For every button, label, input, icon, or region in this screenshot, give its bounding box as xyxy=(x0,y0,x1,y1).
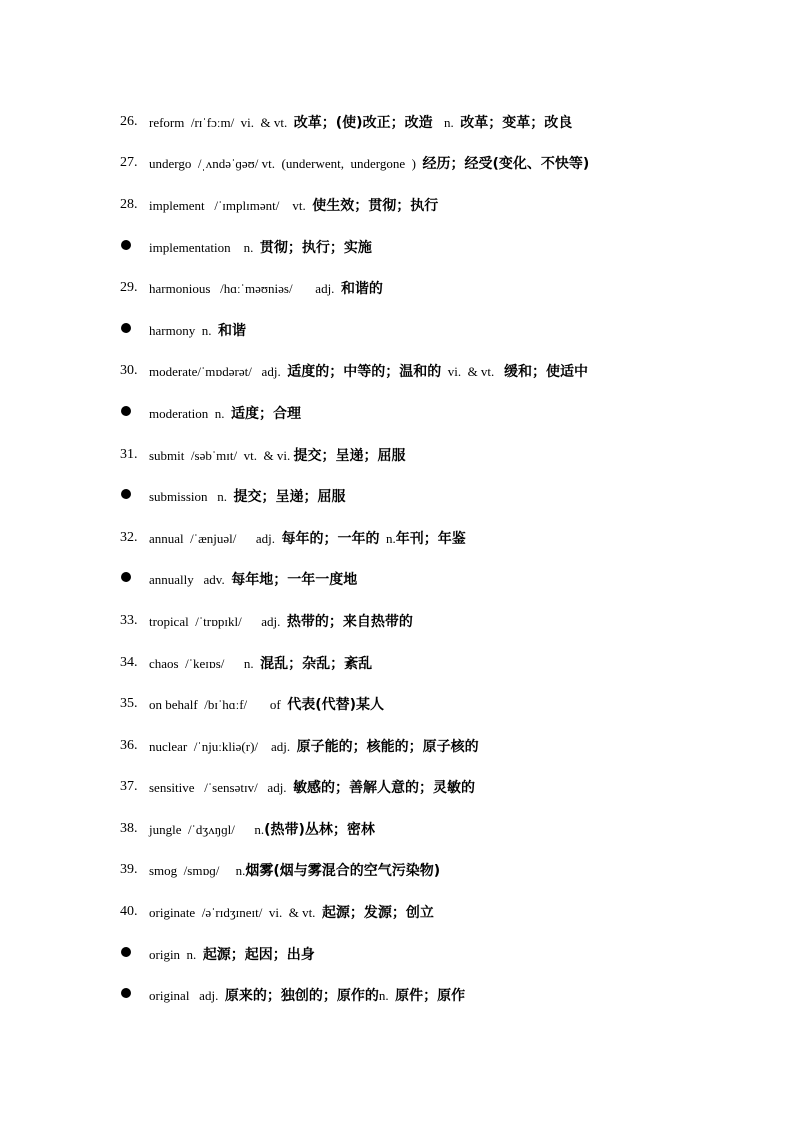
entry-text xyxy=(149,777,475,797)
chinese-definition: 原来的；独创的；原作的 xyxy=(224,988,379,1005)
entry-text xyxy=(149,153,589,173)
bullet-icon xyxy=(120,946,149,962)
vocab-entry xyxy=(120,267,780,309)
english-term: sensitive /ˈsensətɪv/ adj. xyxy=(149,780,294,796)
entry-text xyxy=(149,985,465,1005)
english-term: reform /rɪˈfɔːm/ vi. & vt. xyxy=(149,114,294,130)
english-term: chaos /ˈkeɪɒs/ n. xyxy=(149,655,261,671)
entry-text xyxy=(149,611,413,631)
chinese-definition: 起源；发源；创立 xyxy=(321,905,434,922)
entry-number: 36. xyxy=(120,737,138,753)
english-term: on behalf /bɪˈhɑːf/ of xyxy=(149,697,288,713)
entry-number: 35. xyxy=(120,696,138,712)
vocab-entry xyxy=(120,184,780,226)
vocab-entry xyxy=(120,725,780,767)
entry-text xyxy=(149,112,572,132)
entry-text xyxy=(149,361,588,381)
bullet-icon xyxy=(120,405,149,421)
entry-text xyxy=(149,528,466,548)
bullet-icon xyxy=(120,571,149,587)
english-term: moderation n. xyxy=(149,405,231,421)
entry-text xyxy=(149,486,346,506)
english-term: harmony n. xyxy=(149,322,218,338)
vocab-entry xyxy=(120,309,780,351)
bullet-dot-icon xyxy=(121,240,131,250)
vocab-entry xyxy=(120,101,780,143)
bullet-icon xyxy=(120,488,149,504)
entry-text xyxy=(149,694,384,714)
entry-number: 27. xyxy=(120,155,138,171)
english-term: submission n. xyxy=(149,489,234,505)
vocab-entry xyxy=(120,850,780,892)
chinese-definition: 适度；合理 xyxy=(230,405,301,422)
chinese-definition: 起源；起因；出身 xyxy=(202,946,315,963)
chinese-definition: 贯彻；执行；实施 xyxy=(259,239,372,256)
vocab-entry xyxy=(120,434,780,476)
english-term: harmonious /hɑːˈməʊniəs/ adj. xyxy=(149,281,341,297)
english-term: n. xyxy=(379,530,396,546)
chinese-definition: 缓和；使适中 xyxy=(504,364,589,381)
english-term: annually adv. xyxy=(149,572,232,588)
chinese-definition: 改革；(使)改正；改造 xyxy=(293,114,438,131)
vocab-entry xyxy=(120,143,780,185)
vocab-entry xyxy=(120,767,780,809)
entry-text xyxy=(149,902,434,922)
vocab-entry xyxy=(120,559,780,601)
entry-number: 34. xyxy=(120,654,138,670)
entry-number: 39. xyxy=(120,862,138,878)
english-term: jungle /ˈdʒʌŋɡl/ n. xyxy=(149,821,265,837)
chinese-definition: 烟雾(烟与雾混合的空气污染物) xyxy=(245,863,441,880)
chinese-definition: 热带的；来自热带的 xyxy=(286,613,413,630)
chinese-definition: 提交；呈递；屈服 xyxy=(233,489,346,506)
entry-text xyxy=(149,944,315,964)
bullet-dot-icon xyxy=(121,947,131,957)
vocab-entry xyxy=(120,808,780,850)
bullet-dot-icon xyxy=(121,988,131,998)
vocab-entry xyxy=(120,226,780,268)
vocab-entry xyxy=(120,517,780,559)
vocab-entry xyxy=(120,891,780,933)
chinese-definition: 使生效；贯彻；执行 xyxy=(312,197,439,214)
entry-number: 26. xyxy=(120,113,138,129)
entry-number: 38. xyxy=(120,820,138,836)
english-term: vi. & vt. xyxy=(441,364,505,380)
vocab-entry xyxy=(120,683,780,725)
chinese-definition: 改革；变革；改良 xyxy=(460,114,573,131)
chinese-definition: 原件；原作 xyxy=(395,988,466,1005)
entry-number: 28. xyxy=(120,196,138,212)
entry-text xyxy=(149,195,438,215)
english-term: nuclear /ˈnjuːkliə(r)/ adj. xyxy=(149,738,297,754)
bullet-dot-icon xyxy=(121,323,131,333)
chinese-definition: 和谐的 xyxy=(340,281,383,298)
english-term: implement /ˈɪmplɪmənt/ vt. xyxy=(149,197,313,213)
bullet-icon xyxy=(120,239,149,255)
vocabulary-list xyxy=(120,101,780,1016)
chinese-definition: 每年的；一年的 xyxy=(281,530,380,547)
entry-text xyxy=(149,278,383,298)
vocab-entry xyxy=(120,351,780,393)
entry-text xyxy=(149,736,479,756)
entry-text xyxy=(149,445,405,465)
chinese-definition: 提交；呈递；屈服 xyxy=(293,447,406,464)
bullet-icon xyxy=(120,322,149,338)
entry-text xyxy=(149,653,372,673)
vocab-entry xyxy=(120,974,780,1016)
entry-text xyxy=(149,860,440,880)
chinese-definition: 经历；经受(变化、不快等) xyxy=(422,156,590,173)
chinese-definition: 代表(代替)某人 xyxy=(287,697,385,714)
english-term: submit /səbˈmɪt/ vt. & vi. xyxy=(149,447,294,463)
bullet-dot-icon xyxy=(121,406,131,416)
english-term: n. xyxy=(437,114,461,130)
english-term: origin n. xyxy=(149,946,203,962)
entry-text xyxy=(149,819,375,839)
english-term: moderate/ˈmɒdərət/ adj. xyxy=(149,364,288,380)
vocab-entry xyxy=(120,600,780,642)
vocab-entry xyxy=(120,642,780,684)
entry-text xyxy=(149,237,372,257)
english-term: original adj. xyxy=(149,988,225,1004)
entry-text xyxy=(149,320,246,340)
bullet-icon xyxy=(120,987,149,1003)
chinese-definition: 和谐 xyxy=(217,322,246,339)
english-term: smog /smɒɡ/ n. xyxy=(149,863,246,879)
vocab-entry xyxy=(120,475,780,517)
chinese-definition: 原子能的；核能的；原子核的 xyxy=(296,738,479,755)
english-term: implementation n. xyxy=(149,239,260,255)
entry-text xyxy=(149,403,301,423)
chinese-definition: 年刊；年鉴 xyxy=(395,530,466,547)
chinese-definition: 敏感的；善解人意的；灵敏的 xyxy=(293,780,476,797)
english-term: originate /əˈrɪdʒɪneɪt/ vi. & vt. xyxy=(149,905,322,921)
english-term: tropical /ˈtrɒpɪkl/ adj. xyxy=(149,613,287,629)
entry-number: 32. xyxy=(120,529,138,545)
entry-number: 29. xyxy=(120,280,138,296)
entry-text xyxy=(149,569,357,589)
entry-number: 30. xyxy=(120,363,138,379)
entry-number: 37. xyxy=(120,779,138,795)
english-term: n. xyxy=(378,988,396,1004)
english-term: undergo /ˌʌndəˈɡəʊ/ vt. (underwent, undergone ) xyxy=(149,156,423,172)
vocab-entry xyxy=(120,392,780,434)
entry-number: 33. xyxy=(120,612,138,628)
bullet-dot-icon xyxy=(121,572,131,582)
chinese-definition: 适度的；中等的；温和的 xyxy=(287,364,442,381)
vocab-entry xyxy=(120,933,780,975)
bullet-dot-icon xyxy=(121,489,131,499)
entry-number: 31. xyxy=(120,446,138,462)
chinese-definition: 每年地；一年一度地 xyxy=(231,572,358,589)
english-term: annual /ˈænjuəl/ adj. xyxy=(149,530,282,546)
entry-number: 40. xyxy=(120,904,138,920)
chinese-definition: 混乱；杂乱；紊乱 xyxy=(260,655,373,672)
chinese-definition: (热带)丛林；密林 xyxy=(264,821,375,838)
